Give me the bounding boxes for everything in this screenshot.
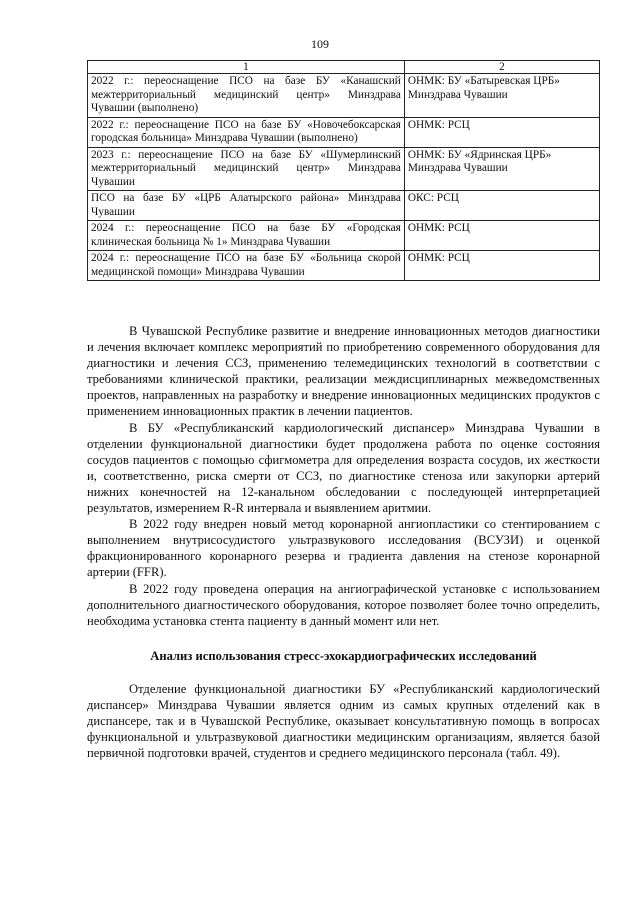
column-header: 2 — [404, 61, 599, 74]
table-cell-routing: ОНМК: РСЦ — [404, 221, 599, 251]
table-cell-routing: ОНМК: БУ «Ядринская ЦРБ» Минздрава Чувашии — [404, 147, 599, 191]
table-header-row — [88, 61, 600, 74]
table-row — [88, 147, 600, 191]
table-cell-measure: 2024 г.: переоснащение ПСО на базе БУ «Городская клиническая больница № 1» Минздрава Чувашии — [88, 221, 405, 251]
paragraph: В 2022 году проведена операция на ангиографической установке с использованием дополнительного диагностического оборудования, которое позволяет более точно определить, необходима установка стента пациенту в данный момент или нет. — [87, 581, 600, 628]
section-heading: Анализ использования стресс-эхокардиографических исследований — [150, 648, 537, 663]
table-row — [88, 74, 600, 118]
table-row — [88, 221, 600, 251]
table-cell-routing: ОКС: РСЦ — [404, 191, 599, 221]
table-cell-measure: 2022 г.: переоснащение ПСО на базе БУ «Новочебоксарская городская больница» Минздрава Чувашии (выполнено) — [88, 117, 405, 147]
table-cell-measure: 2023 г.: переоснащение ПСО на базе БУ «Шумерлинский межтерриториальный медицинский центр» Минздрава Чувашии — [88, 147, 405, 191]
measures-table — [87, 60, 600, 281]
table-cell-measure: 2022 г.: переоснащение ПСО на базе БУ «Канашский межтерриториальный медицинский центр» Минздрава Чувашии (выполнено) — [88, 74, 405, 118]
paragraph: В 2022 году внедрен новый метод коронарной ангиопластики со стентированием с выполнением внутрисосудистого ультразвукового исследования (ВСУЗИ) и оценкой фракционированного коронарного резерва и градиента давления на стенозе коронарной артерии (FFR). — [87, 517, 600, 580]
body-text — [87, 323, 600, 761]
table-row — [88, 191, 600, 221]
page-number: 109 — [311, 37, 329, 51]
table-cell-routing: ОНМК: РСЦ — [404, 117, 599, 147]
column-header: 1 — [88, 61, 405, 74]
paragraph: В Чувашской Республике развитие и внедрение инновационных методов диагностики и лечения включает комплекс мероприятий по приобретению современного оборудования для диагностики и лечения ССЗ, применению телемедицинских технологий в соответствии с требованиями клинической практики, реализации междисциплинарных межведомственных проектов, направленных на разработку и внедрение инновационных медицинских продуктов с применением инновационных практик в лечении пациентов. — [87, 324, 600, 419]
table-cell-measure: ПСО на базе БУ «ЦРБ Алатырского района» Минздрава Чувашии — [88, 191, 405, 221]
table-row — [88, 117, 600, 147]
paragraph: Отделение функциональной диагностики БУ «Республиканский кардиологический диспансер» Минздрава Чувашии является одним из самых крупных отделений как в диспансере, так и в Чувашской Республике, оказывает консультативную помощь в вопросах функциональной и ультразвуковой диагностики медицинским организациям, является базой первичной подготовки врачей, студентов и среднего медицинского персонала (табл. 49). — [87, 681, 600, 761]
table-cell-routing: ОНМК: РСЦ — [404, 251, 599, 281]
table-row — [88, 251, 600, 281]
table-cell-measure: 2024 г.: переоснащение ПСО на базе БУ «Больница скорой медицинской помощи» Минздрава Чувашии — [88, 251, 405, 281]
table-cell-routing: ОНМК: БУ «Батыревская ЦРБ» Минздрава Чувашии — [404, 74, 599, 118]
paragraph: В БУ «Республиканский кардиологический диспансер» Минздрава Чувашии в отделении функциональной диагностики будет продолжена работа по оценке состояния сосудов пациентов с помощью сфигмометра для определения возраста сосудов, их жесткости и, соответственно, риска смерти от ССЗ, по диагностике стеноза или закупорки артерий нижних конечностей на 12-канальном обследовании с последующей интерпретацией результатов, измерением R-R интервала и выявлением аритмии. — [87, 420, 600, 516]
